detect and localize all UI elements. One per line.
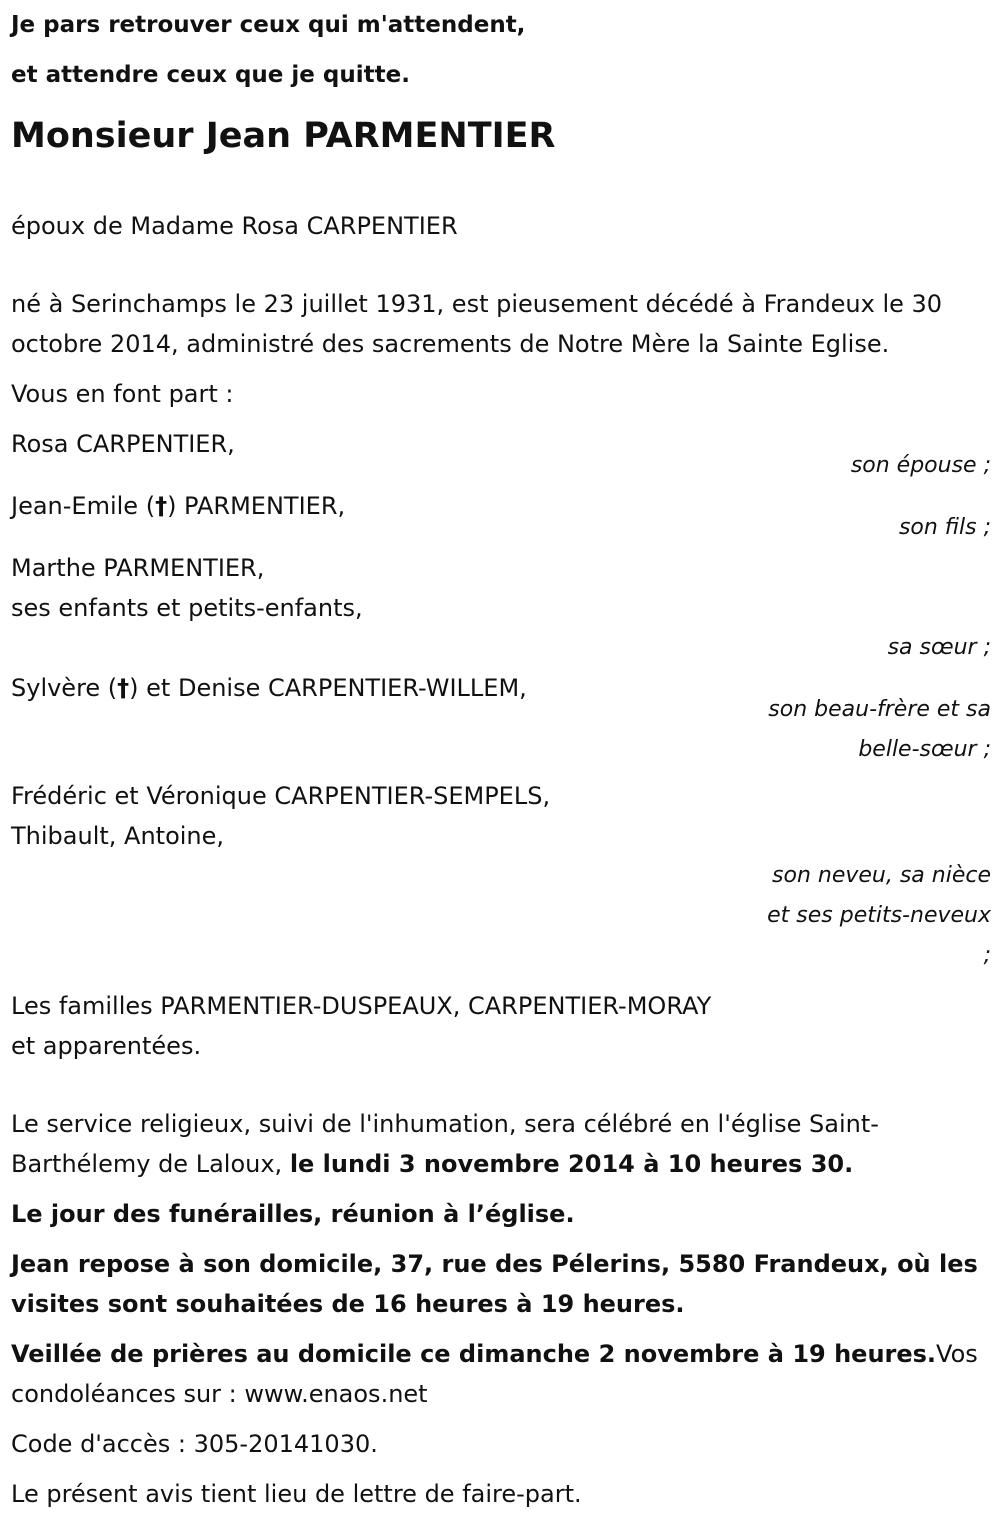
- mourner-names-line-2: ses enfants et petits-enfants,: [11, 594, 363, 622]
- epigraph-line-1: Je pars retrouver ceux qui m'attendent,: [11, 12, 526, 38]
- cross-icon: †: [155, 492, 168, 520]
- vigil-text: Veillée de prières au domicile ce dimanche 2 novembre à 19 heures.: [11, 1340, 937, 1368]
- epigraph-line-2: et attendre ceux que je quitte.: [11, 62, 410, 88]
- notice-statement: Le présent avis tient lieu de lettre de faire-part.: [11, 1480, 582, 1508]
- mourner-relation: son beau-frère et sa: [768, 697, 991, 722]
- biography: né à Serinchamps le 23 juillet 1931, est pieusement décédé à Frandeux le 30 octobre 2014, administré des sacrements de Notre Mère la Sainte Eglise.: [11, 290, 943, 358]
- spouse-line: époux de Madame Rosa CARPENTIER: [11, 212, 458, 240]
- announcement-intro: Vous en font part :: [11, 380, 234, 408]
- service-details: [11, 1104, 991, 1184]
- mourner-relation: son neveu, sa nièce: [772, 863, 991, 888]
- mourner-names: Marthe PARMENTIER,: [11, 554, 265, 582]
- families-line-1: Les familles PARMENTIER-DUSPEAUX, CARPENTIER-MORAY: [11, 992, 712, 1020]
- repose-text: Jean repose à son domicile, 37, rue des Pélerins, 5580 Frandeux, où les visites sont souhaitées de 16 heures à 19 heures.: [11, 1250, 978, 1318]
- meeting-info: [11, 1194, 991, 1234]
- cross-icon: †: [117, 674, 130, 702]
- service-text: Le service religieux, suivi de l'inhumation, sera célébré en l'église Saint-Barthélemy de Laloux,: [11, 1110, 879, 1178]
- mourner-relation-line-3: ;: [983, 943, 991, 968]
- mourner-names-line-2: Thibault, Antoine,: [11, 822, 225, 850]
- mourner-entry: [11, 548, 991, 668]
- access-code: Code d'accès : 305-20141030.: [11, 1430, 378, 1458]
- vigil-info: [11, 1334, 991, 1414]
- families-line-2: et apparentées.: [11, 1032, 202, 1060]
- mourner-names: Rosa CARPENTIER,: [11, 430, 235, 458]
- name-part: ) et Denise CARPENTIER-WILLEM,: [129, 674, 527, 702]
- mourner-entry: [11, 668, 991, 770]
- condolences-text: Vos condoléances sur : www.enaos.net: [11, 1340, 978, 1408]
- epigraph: [11, 0, 991, 100]
- mourner-relation-line-2: et ses petits-neveux: [767, 903, 991, 928]
- meeting-text: Le jour des funérailles, réunion à l’église.: [11, 1200, 575, 1228]
- mourner-relation: son épouse ;: [850, 453, 991, 478]
- deceased-name: Monsieur Jean PARMENTIER: [11, 116, 556, 156]
- service-date: le lundi 3 novembre 2014 à 10 heures 30.: [289, 1150, 854, 1178]
- mourner-entry: [11, 776, 991, 976]
- mourner-relation: sa sœur ;: [887, 635, 991, 660]
- name-part: Jean-Emile (: [11, 492, 156, 520]
- repose-info: [11, 1244, 991, 1324]
- mourner-names: Frédéric et Véronique CARPENTIER-SEMPELS,: [11, 782, 551, 810]
- mourner-relation-line-2: belle-sœur ;: [858, 737, 991, 762]
- mourner-entry: [11, 424, 991, 486]
- mourner-entry: [11, 486, 991, 548]
- name-part: Sylvère (: [11, 674, 118, 702]
- extended-families: [11, 986, 991, 1066]
- mourner-relation: son fils ;: [898, 515, 991, 540]
- name-part: ) PARMENTIER,: [167, 492, 346, 520]
